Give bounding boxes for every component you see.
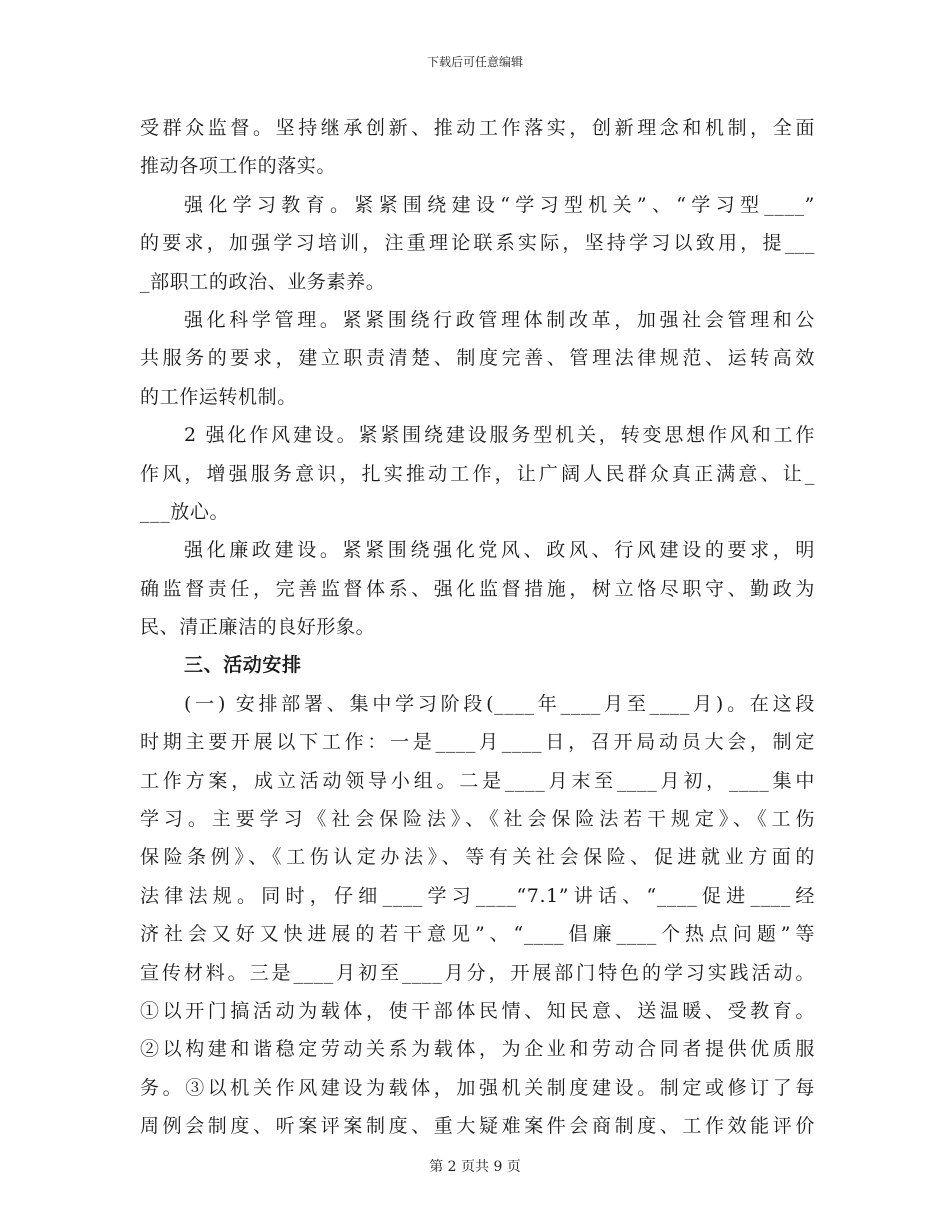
text-line: 2 强化作风建设。紧紧围绕建设服务型机关，转变思想作风和工作 [184, 424, 815, 447]
text-line: 民、清正廉洁的良好形象。 [140, 616, 376, 639]
text-line: 务。③以机关作风建设为载体，加强机关制度建设。制定或修订了每 [140, 1076, 815, 1099]
text-line: ①以开门搞活动为载体，使干部体民情、知民意、送温暖、受教育。 [140, 999, 815, 1022]
text-line: 确监督责任，完善监督体系、强化监督措施，树立恪尽职守、勤政为 [140, 577, 815, 600]
text-line: 强化廉政建设。紧紧围绕强化党风、政风、行风建设的要求，明 [184, 539, 815, 562]
page-footer: 第 2 页共 9 页 [429, 1159, 521, 1175]
text-line: 受群众监督。坚持继承创新、推动工作落实，创新理念和机制，全面 [140, 117, 815, 139]
document-body [140, 109, 815, 1146]
text-line: (一) 安排部署、集中学习阶段(____年____月至____月)。在这段 [184, 692, 815, 715]
section-heading: 三、活动安排 [184, 654, 302, 677]
text-line: 保险条例》、《工伤认定办法》、等有关社会保险、促进就业方面的 [140, 846, 815, 869]
text-line: _部职工的政治、业务素养。 [140, 270, 386, 293]
text-line: 法律法规。同时，仔细____学习____“7.1”讲话、“____促进____经 [140, 884, 815, 907]
text-line: 时期主要开展以下工作：一是____月____日，召开局动员大会，制定 [140, 731, 815, 754]
text-line: 强化科学管理。紧紧围绕行政管理体制改革，加强社会管理和公 [184, 308, 815, 331]
text-line: ②以构建和谐稳定劳动关系为载体，为企业和劳动合同者提供优质服 [140, 1038, 815, 1061]
text-line: 强化学习教育。紧紧围绕建设“学习型机关”、“学习型____” [184, 193, 815, 216]
text-line: 周例会制度、听案评案制度、重大疑难案件会商制度、工作效能评价 [140, 1115, 815, 1138]
text-line: 推动各项工作的落实。 [140, 155, 337, 178]
text-line: 作风，增强服务意识，扎实推动工作，让广阔人民群众真正满意、让_ [140, 462, 815, 485]
text-line: 济社会又好又快进展的若干意见”、“____倡廉____个热点问题”等 [140, 923, 815, 946]
text-line: 的工作运转机制。 [140, 385, 297, 408]
text-line: 学习。主要学习《社会保险法》、《社会保险法若干规定》、《工伤 [140, 808, 815, 831]
text-line: 的要求，加强学习培训，注重理论联系实际，坚持学习以致用，提___ [140, 232, 815, 255]
text-line: 宣传材料。三是____月初至____月分，开展部门特色的学习实践活动。 [140, 961, 815, 984]
text-line: ___放心。 [140, 500, 230, 523]
text-line: 共服务的要求，建立职责清楚、制度完善、管理法律规范、运转高效 [140, 347, 815, 370]
text-line: 工作方案，成立活动领导小组。二是____月末至____月初，____集中 [140, 769, 815, 792]
page-header: 下载后可任意编辑 [426, 55, 523, 69]
